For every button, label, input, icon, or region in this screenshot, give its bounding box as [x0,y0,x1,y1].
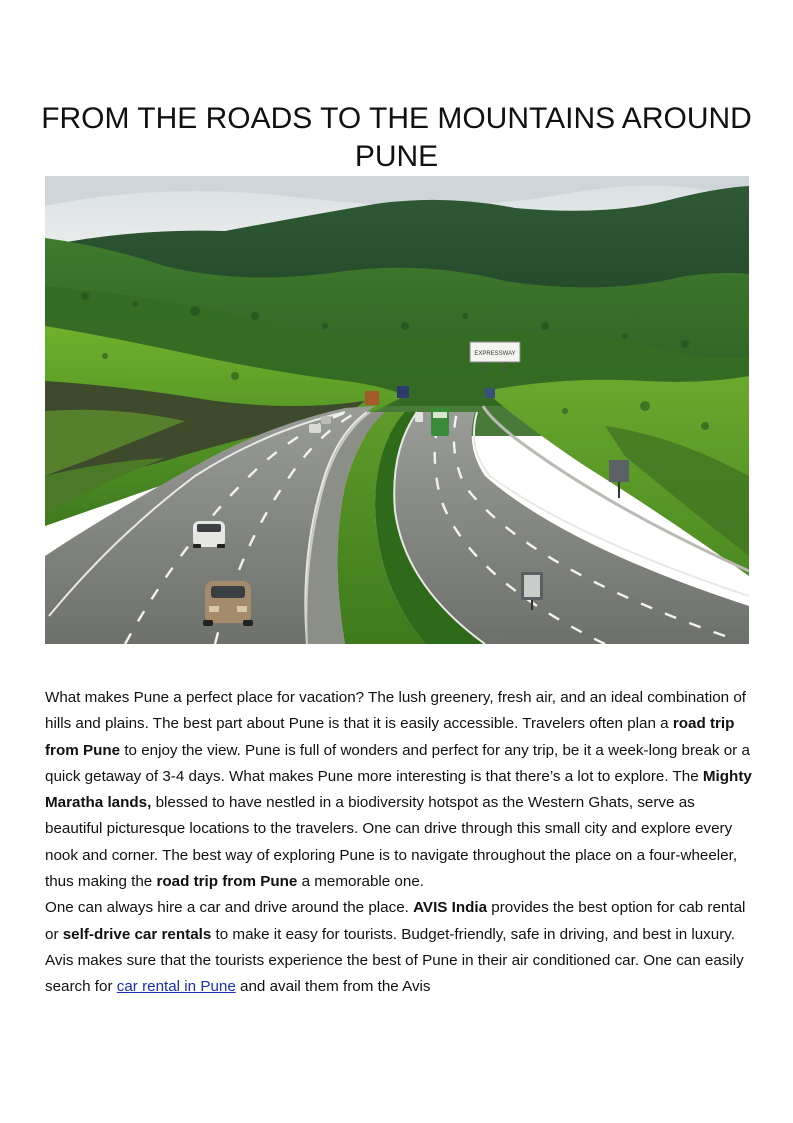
car-rental-link[interactable]: car rental in Pune [116,978,236,996]
bold-phrase: AVIS India [413,899,488,917]
article-body [45,685,755,1001]
billboard-text: EXPRESSWAY [474,351,516,357]
text-span: One can always hire a car and drive around the place. [45,899,414,917]
hero-image [45,176,749,644]
text-span: provides the best option for cab rental or [45,899,746,943]
bold-phrase: road trip from Pune [45,715,735,759]
text-span: to make it easy for tourists. Budget-friendly, safe in driving, and best in luxury. Avis makes sure that the tourists experience the best of Pune in their air conditioned car. One can easily search for [45,925,744,996]
text-span: and avail them from the Avis [235,978,431,996]
bold-phrase: road trip from Pune [156,873,298,891]
bold-phrase: self-drive car rentals [62,925,212,943]
text-span: blessed to have nestled in a biodiversity hotspot as the Western Ghats, serve as beautiful picturesque locations to the travelers. One can drive through this small city and explore every nook and corner. The best way of exploring Pune is to navigate throughout the place on a four-wheeler, thus making the [45,794,738,891]
text-span: a memorable one. [297,873,424,891]
page-title: FROM THE ROADS TO THE MOUNTAINS AROUND PUNE [41,102,752,173]
paragraph-avis [45,895,755,1000]
text-span: What makes Pune a perfect place for vacation? The lush greenery, fresh air, and an ideal combination of hills and plains. The best part about Pune is that it is easily accessible. Travelers often plan a [45,689,746,733]
bold-phrase: Mighty Maratha lands, [45,767,752,812]
paragraph-intro [45,685,755,895]
text-span: to enjoy the view. Pune is full of wonders and perfect for any trip, be it a week-long break or a quick getaway of 3-4 days. What makes Pune more interesting is that there’s a lot to explore. The [45,741,750,785]
